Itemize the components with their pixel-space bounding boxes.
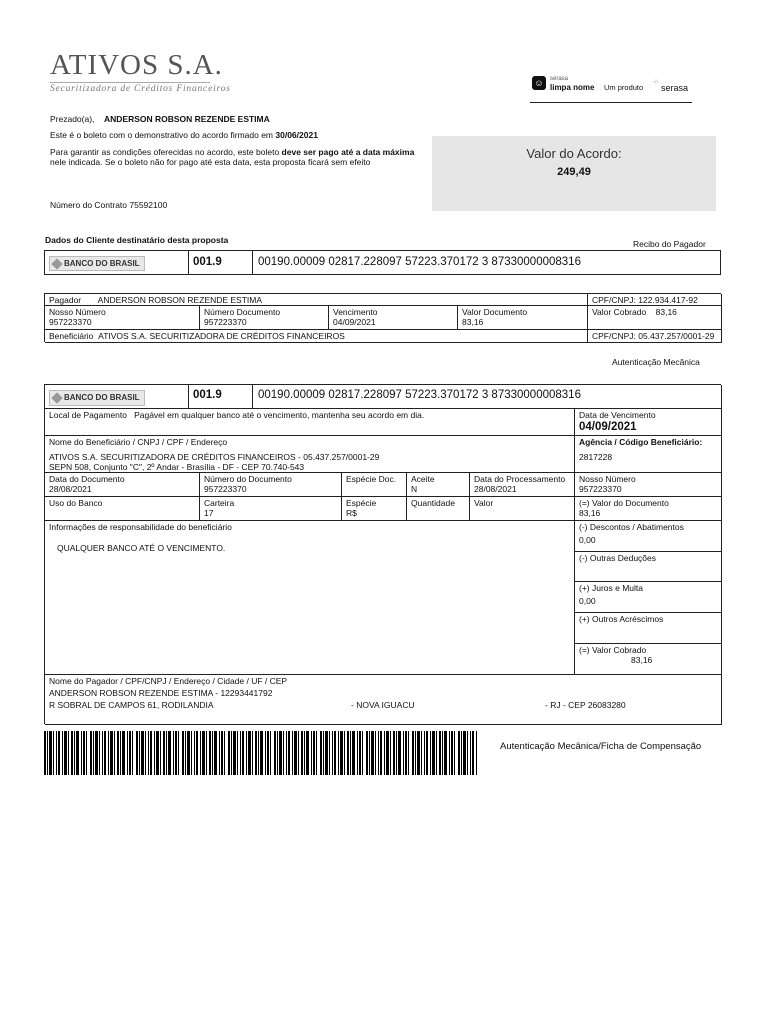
outros-acrescimos-label: (+) Outros Acréscimos [579, 614, 664, 624]
data-documento-label: Data do Documento [49, 474, 125, 484]
pagador-ficha-cell [45, 675, 722, 725]
beneficiario-cell [45, 330, 588, 343]
agreement-value-label: Valor do Acordo: [526, 146, 622, 161]
beneficiario-line-2: SEPN 508, Conjunto "C", 2º Andar - Brasília - DF - CEP 70.740-543 [49, 462, 305, 472]
outros-acrescimos-cell [575, 613, 722, 644]
letter-line-2-text: Para garantir as condições oferecidas no acordo, este boleto [50, 147, 280, 157]
especie-doc-label: Espécie Doc. [346, 474, 397, 484]
company-logo-title: ATIVOS S.A. [50, 49, 223, 81]
valor-documento-ficha-cell [575, 497, 722, 521]
carteira-label: Carteira [204, 498, 235, 508]
nosso-numero-ficha-label: Nosso Número [579, 474, 636, 484]
descontos-value: 0,00 [579, 535, 596, 545]
valor-documento-ficha-value: 83,16 [579, 508, 601, 518]
data-processamento-value: 28/08/2021 [474, 484, 517, 494]
nosso-numero-ficha-value: 957223370 [579, 484, 622, 494]
vencimento-cell [329, 306, 458, 330]
data-documento-value: 28/08/2021 [49, 484, 92, 494]
numero-documento-ficha-label: Número do Documento [204, 474, 292, 484]
serasa-dots-icon: ⁘ [653, 79, 659, 86]
informacoes-text: QUALQUER BANCO ATÉ O VENCIMENTO. [57, 543, 226, 553]
nosso-numero-value: 957223370 [49, 317, 92, 327]
letter-line-2-bold: deve ser pago até a data máxima [281, 147, 415, 157]
carteira-cell [200, 497, 342, 521]
pagador-city: - NOVA IGUACU [351, 700, 415, 710]
letter-line-3: nele indicada. Se o boleto não for pago até esta data, esta proposta ficará sem efeito [50, 157, 371, 167]
local-pagamento-cell [45, 409, 575, 436]
valor-cobrado-ficha-value: 83,16 [631, 655, 653, 665]
pagador-ficha-label: Nome do Pagador / CPF/CNPJ / Endereço / Cidade / UF / CEP [49, 676, 288, 686]
pagador-value: ANDERSON ROBSON REZENDE ESTIMA [97, 295, 263, 305]
outras-deducoes-cell [575, 552, 722, 582]
valor-cell [470, 497, 575, 521]
juros-multa-cell [575, 582, 722, 613]
bank-logo: BANCO DO BRASIL [49, 256, 145, 271]
especie-label: Espécie [346, 498, 377, 508]
autenticacao-mecanica: Autenticação Mecânica [612, 357, 700, 367]
client-data-title: Dados do Cliente destinatário desta proposta [45, 235, 229, 245]
descontos-cell [575, 521, 722, 552]
data-documento-cell [45, 473, 200, 497]
descontos-label: (-) Descontos / Abatimentos [579, 522, 684, 532]
valor-label: Valor [474, 498, 494, 508]
autenticacao-ficha: Autenticação Mecânica/Ficha de Compensação [500, 741, 702, 752]
recibo-table [44, 293, 721, 342]
quantidade-cell [407, 497, 470, 521]
numero-documento-ficha-value: 957223370 [204, 484, 247, 494]
valor-cobrado-ficha-label: (=) Valor Cobrado [579, 645, 647, 655]
letter-line-1 [50, 130, 318, 140]
letter-line-1-text: Este é o boleto com o demonstrativo do acordo firmado em [50, 130, 274, 140]
nome-beneficiario-cell [45, 436, 575, 473]
bank-code: 001.9 [193, 256, 222, 268]
informacoes-cell [45, 521, 575, 675]
especie-cell [342, 497, 407, 521]
quantidade-label: Quantidade [411, 498, 455, 508]
limpa-nome-brand: limpa nome [550, 83, 595, 92]
valor-cobrado-ficha-cell [575, 644, 722, 675]
valor-cobrado-cell [588, 306, 722, 330]
aceite-cell [407, 473, 470, 497]
greeting-label: Prezado(a), [50, 114, 95, 124]
data-processamento-cell [470, 473, 575, 497]
pagador-ficha-name: ANDERSON ROBSON REZENDE ESTIMA - 12293441792 [49, 688, 273, 698]
beneficiario-line-1: ATIVOS S.A. SECURITIZADORA DE CRÉDITOS FINANCEIROS - 05.437.257/0001-29 [49, 452, 380, 462]
local-pagamento-label: Local de Pagamento [49, 410, 127, 420]
contract-number: Número do Contrato 75592100 [50, 200, 168, 210]
agreement-value: 249,49 [557, 166, 591, 178]
numero-documento-ficha-cell [200, 473, 342, 497]
vencimento-value: 04/09/2021 [333, 317, 376, 327]
data-vencimento-value: 04/09/2021 [579, 421, 637, 433]
vencimento-label: Vencimento [333, 307, 378, 317]
beneficiario-value: ATIVOS S.A. SECURITIZADORA DE CRÉDITOS FINANCEIROS [98, 331, 345, 341]
juros-multa-label: (+) Juros e Multa [579, 583, 644, 593]
aceite-value: N [411, 484, 418, 494]
valor-documento-cell [458, 306, 588, 330]
agreement-value-box [432, 136, 716, 211]
letter-line-2 [50, 147, 414, 157]
outras-deducoes-label: (-) Outras Deduções [579, 553, 656, 563]
especie-doc-cell [342, 473, 407, 497]
agencia-cell [575, 436, 722, 473]
valor-documento-label: Valor Documento [462, 307, 528, 317]
numero-documento-value: 957223370 [204, 317, 247, 327]
numero-documento-label: Número Documento [204, 307, 281, 317]
local-pagamento-value: Pagável em qualquer banco até o vencimento, mantenha seu acordo em dia. [134, 410, 425, 420]
recibo-header-row [44, 250, 721, 275]
client-name: ANDERSON ROBSON REZENDE ESTIMA [104, 114, 270, 124]
recibo-label: Recibo do Pagador [633, 239, 706, 249]
serasa-smile-icon: ☺ [532, 76, 546, 90]
aceite-label: Aceite [411, 474, 435, 484]
barcode [44, 731, 477, 775]
numero-documento-cell [200, 306, 329, 330]
nosso-numero-label: Nosso Número [49, 307, 106, 317]
especie-value: R$ [346, 508, 357, 518]
pagador-label: Pagador [49, 295, 82, 305]
agencia-label: Agência / Código Beneficiário: [579, 437, 703, 447]
ficha-linha-digitavel: 00190.00009 02817.228097 57223.370172 3 87330000008316 [258, 389, 581, 401]
serasa-small-label: serasa [550, 76, 569, 82]
data-vencimento-label: Data de Vencimento [579, 410, 656, 420]
ficha-header-row [45, 385, 722, 409]
agencia-value: 2817228 [579, 452, 613, 462]
juros-multa-value: 0,00 [579, 596, 596, 606]
informacoes-label: Informações de responsabilidade do beneficiário [49, 522, 232, 532]
pagador-cpf-cell [588, 294, 722, 306]
valor-cobrado-label: Valor Cobrado [592, 307, 647, 317]
carteira-value: 17 [204, 508, 214, 518]
header-right-line [530, 102, 692, 103]
beneficiario-cnpj-cell [588, 330, 722, 343]
valor-documento-ficha-label: (=) Valor do Documento [579, 498, 669, 508]
data-processamento-label: Data do Processamento [474, 474, 566, 484]
company-logo-subtitle: Securitizadora de Créditos Financeiros [50, 84, 231, 94]
nosso-numero-cell [45, 306, 200, 330]
serasa-logo: serasa [661, 83, 689, 93]
beneficiario-label: Beneficiário [49, 331, 94, 341]
uso-banco-cell [45, 497, 200, 521]
pagador-address: R SOBRAL DE CAMPOS 61, RODILANDIA [49, 700, 214, 710]
linha-digitavel: 00190.00009 02817.228097 57223.370172 3 87330000008316 [258, 256, 581, 268]
nome-beneficiario-label: Nome do Beneficiário / CNPJ / CPF / Endereço [49, 437, 228, 447]
pagador-cpf: CPF/CNPJ: 122.934.417-92 [592, 295, 698, 305]
ficha-bank-code: 001.9 [193, 389, 222, 401]
data-vencimento-cell [575, 409, 722, 436]
agreement-date: 30/06/2021 [275, 130, 318, 140]
valor-cobrado-value: 83,16 [655, 307, 677, 317]
um-produto-label: Um produto [604, 83, 644, 92]
nosso-numero-ficha-cell [575, 473, 722, 497]
valor-documento-value: 83,16 [462, 317, 484, 327]
logo-divider [50, 82, 210, 83]
uso-banco-label: Uso do Banco [49, 498, 103, 508]
pagador-uf-cep: - RJ - CEP 26083280 [545, 700, 626, 710]
beneficiario-cnpj: CPF/CNPJ: 05.437.257/0001-29 [592, 331, 715, 341]
pagador-cell [45, 294, 588, 306]
ficha-bank-logo: BANCO DO BRASIL [49, 390, 145, 406]
ficha-compensacao [44, 384, 721, 724]
